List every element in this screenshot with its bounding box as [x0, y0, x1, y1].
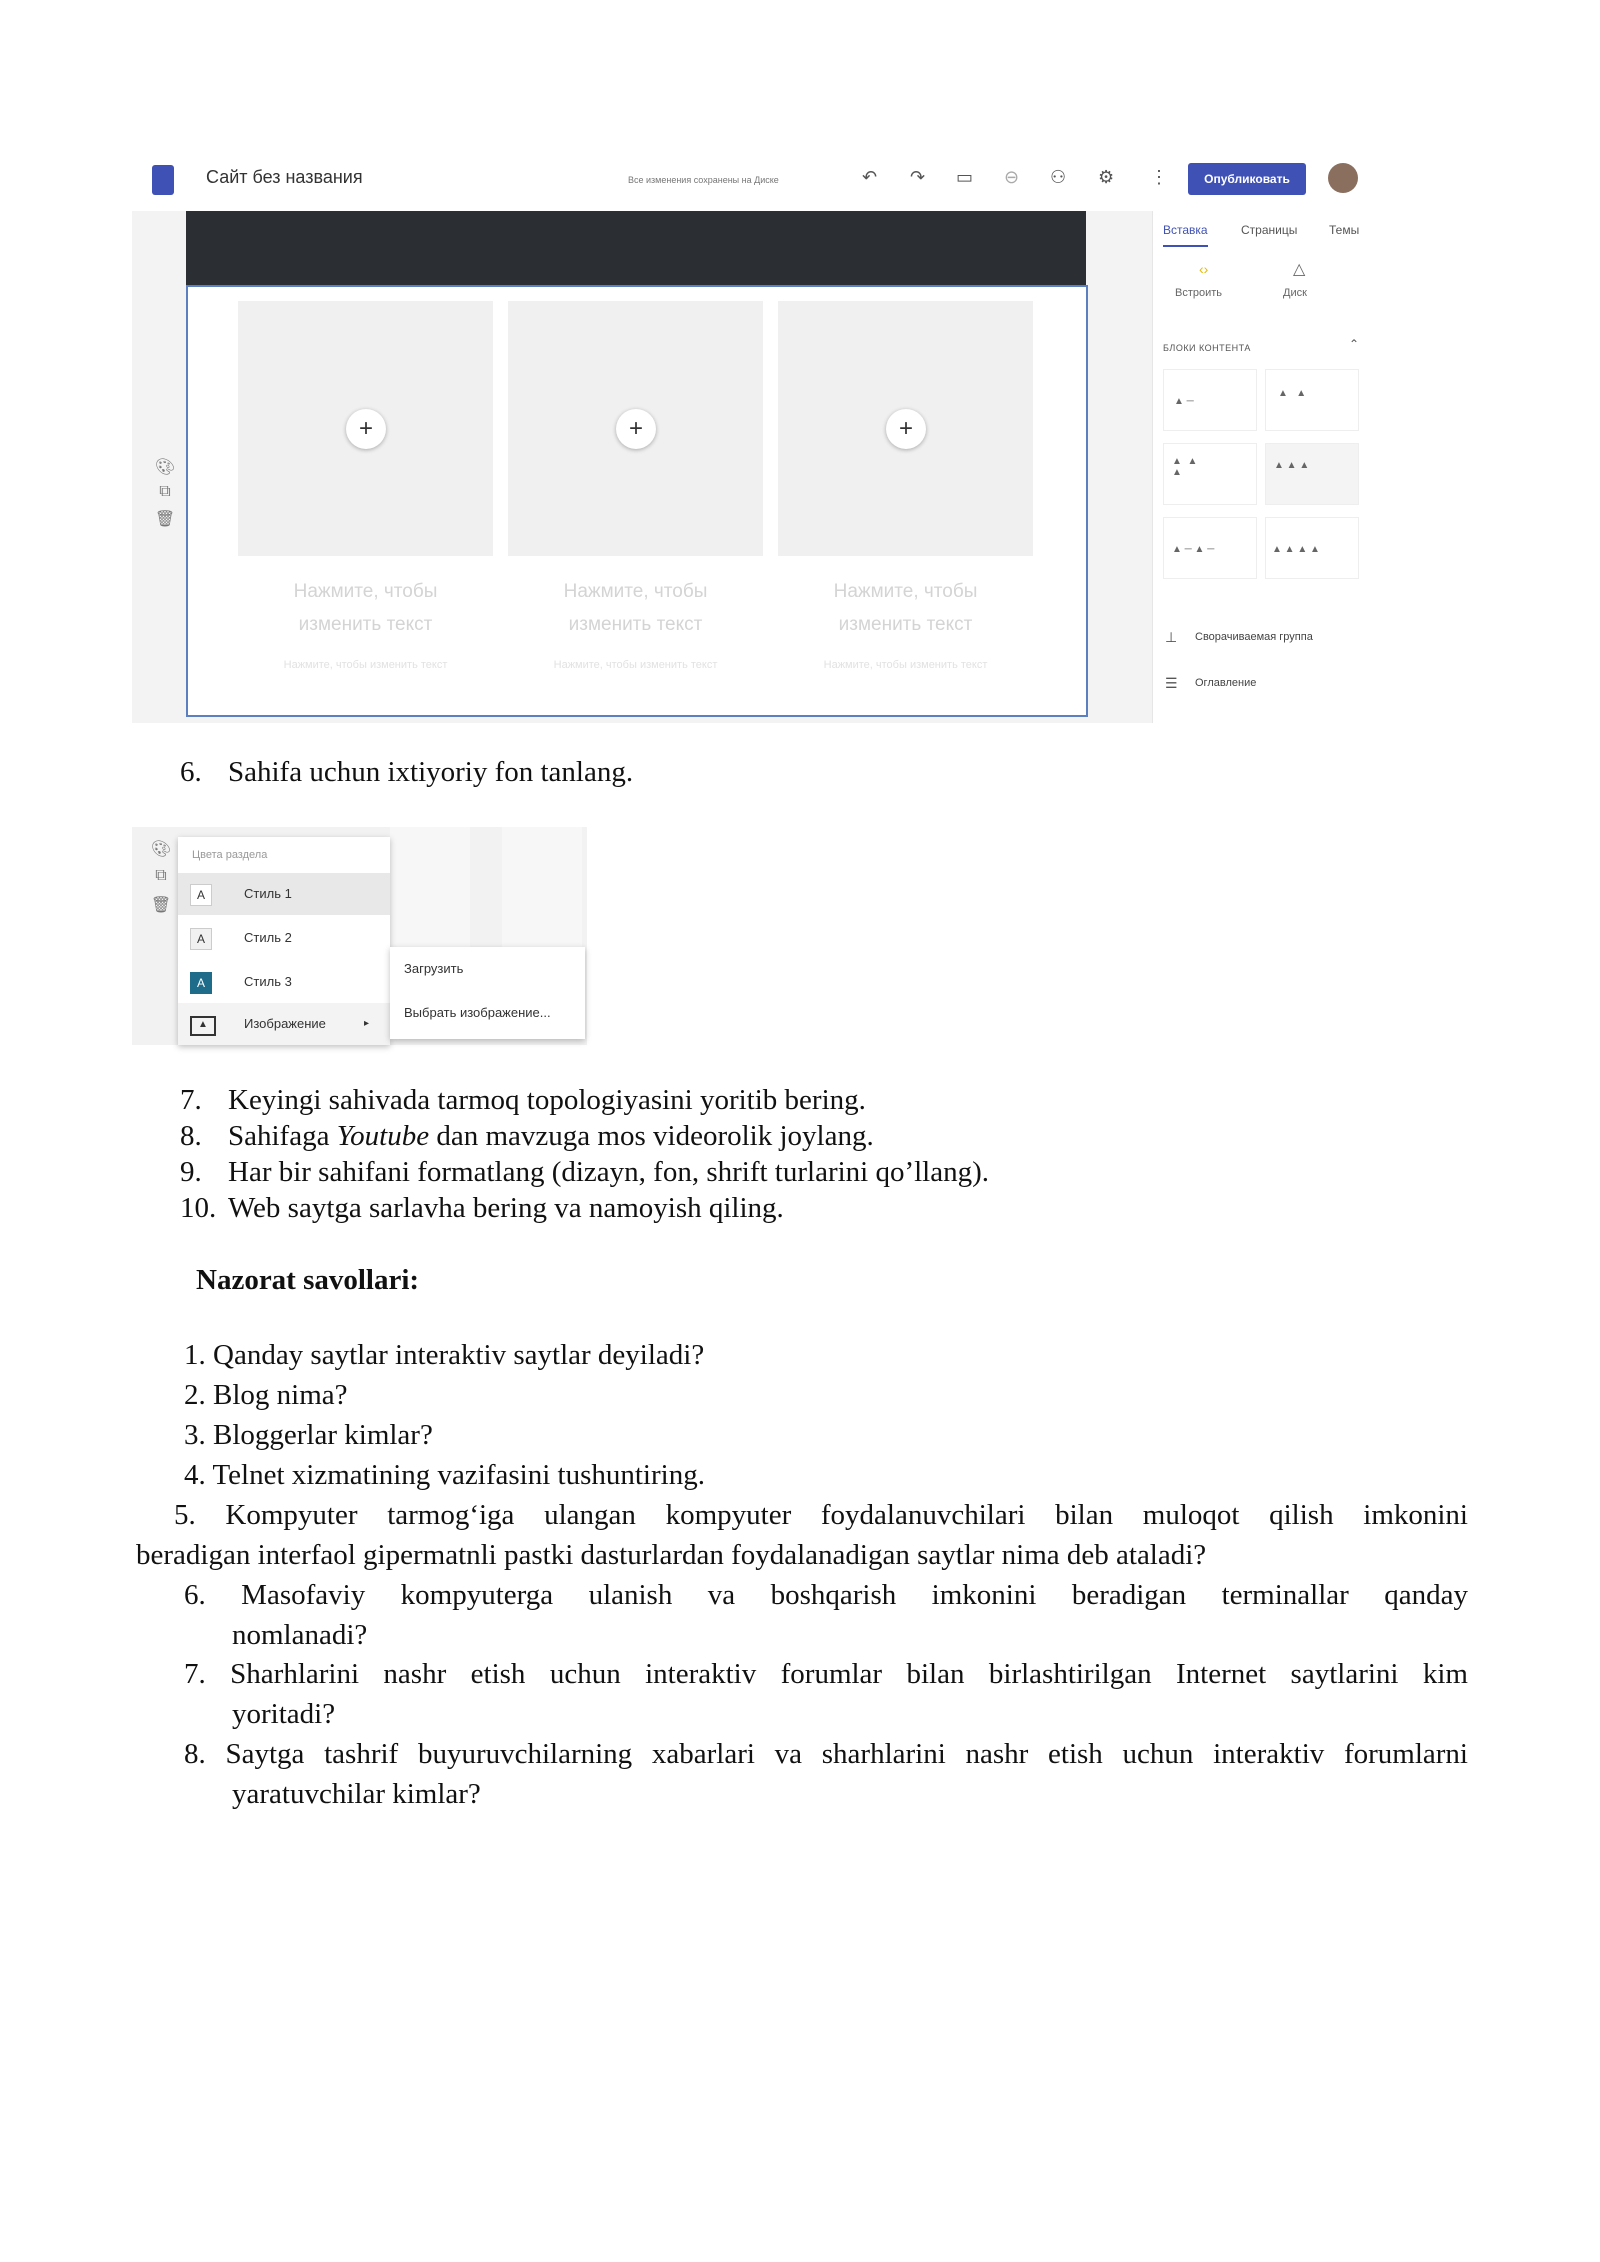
step-9: 9. Har bir sahifani formatlang (dizayn, fon, shrift turlarini qo’llang). — [180, 1156, 990, 1188]
toc-item[interactable]: Оглавление — [1195, 677, 1257, 689]
layout-block[interactable]: ▲ ─ — [1163, 369, 1257, 431]
question-4: 4. Telnet xizmatining vazifasini tushuntiring. — [184, 1459, 705, 1491]
step-10: 10. Web saytga sarlavha bering va namoyish qiling. — [180, 1192, 784, 1224]
embed-icon[interactable]: ‹› — [1199, 261, 1209, 277]
header-section[interactable] — [186, 211, 1086, 285]
more-icon[interactable]: ⋮ — [1150, 167, 1168, 187]
copy-icon[interactable]: ⧉ — [159, 483, 171, 500]
upload-item[interactable]: Загрузить — [404, 961, 464, 976]
questions-heading: Nazorat savollari: — [196, 1264, 420, 1296]
style-3-swatch: A — [190, 972, 212, 994]
question-8-line-1: 8. Saytga tashrif buyuruvchilarning xabarlari va sharhlarini nashr etish uchun interaktiv forumlarni — [184, 1738, 1468, 1770]
layout-block[interactable]: ▲ ▲ ▲ — [1163, 443, 1257, 505]
chevron-right-icon: ▸ — [364, 1018, 370, 1029]
style-2-swatch: A — [190, 928, 212, 950]
share-icon[interactable]: ⚇ — [1050, 167, 1067, 187]
sites-editor-screenshot — [132, 155, 1372, 723]
question-6-line-1: 6. Masofaviy kompyuterga ulanish va boshqarish imkonini beradigan terminallar qanday — [184, 1579, 1468, 1611]
editor-canvas — [132, 211, 1152, 723]
style-3-item[interactable]: A Стиль 3 — [178, 961, 390, 1003]
site-title[interactable]: Сайт без названия — [206, 167, 363, 187]
choose-image-item[interactable]: Выбрать изображение... — [404, 1005, 551, 1020]
question-7-line-2: yoritadi? — [232, 1698, 336, 1730]
sites-logo-icon — [152, 165, 174, 195]
menu-header: Цвета раздела — [192, 849, 268, 861]
tab-pages[interactable]: Страницы — [1241, 223, 1298, 237]
editor-topbar — [132, 155, 1372, 211]
card-title[interactable]: Нажмите, чтобы изменить текст — [293, 581, 438, 635]
gear-icon[interactable]: ⚙ — [1098, 167, 1115, 187]
embed-label[interactable]: Встроить — [1175, 287, 1223, 299]
content-blocks-heading: БЛОКИ КОНТЕНТА — [1163, 343, 1251, 353]
question-3: 3. Bloggerlar kimlar? — [184, 1419, 433, 1451]
question-7-line-1: 7. Sharhlarini nashr etish uchun interaktiv forumlar bilan birlashtirilgan Internet saytlarini kim — [184, 1658, 1468, 1690]
tab-themes[interactable]: Темы — [1329, 223, 1360, 237]
image-placeholder[interactable] — [778, 301, 1033, 556]
copy-icon[interactable]: ⧉ — [155, 867, 167, 884]
question-6-line-2: nomlanadi? — [232, 1619, 368, 1651]
redo-icon[interactable]: ↷ — [910, 167, 926, 187]
question-8-line-2: yaratuvchilar kimlar? — [232, 1778, 481, 1810]
palette-icon[interactable]: 🎨︎ — [150, 841, 172, 858]
style-1-item[interactable]: A Стиль 1 — [178, 873, 390, 915]
style-2-item[interactable]: A Стиль 2 — [178, 917, 390, 959]
youtube-word: Youtube — [336, 1120, 430, 1152]
question-1: 1. Qanday saytlar interaktiv saytlar deyiladi? — [184, 1339, 705, 1371]
publish-button[interactable]: Опубликовать — [1188, 163, 1306, 195]
question-5-line-2: beradigan interfaol gipermatnli pastki dasturlardan foydalanadigan saytlar nima deb ataladi? — [136, 1539, 1207, 1571]
undo-icon[interactable]: ↶ — [862, 167, 878, 187]
image-icon: ▲ — [190, 1016, 216, 1036]
insert-panel — [1152, 211, 1373, 723]
style-1-swatch: A — [190, 884, 212, 906]
avatar[interactable] — [1328, 163, 1358, 193]
trash-icon[interactable]: 🗑︎ — [150, 897, 172, 914]
section-colors-menu — [178, 837, 390, 1045]
trash-icon[interactable]: 🗑︎ — [154, 511, 176, 528]
drive-icon[interactable]: △ — [1293, 261, 1306, 278]
card-title[interactable]: Нажмите, чтобы изменить текст — [563, 581, 708, 635]
faded-card — [502, 827, 582, 947]
step-8: 8. Sahifaga Youtube dan mavzuga mos videorolik joylang. — [180, 1120, 874, 1152]
drive-label[interactable]: Диск — [1283, 287, 1307, 299]
question-5-line-1: 5. Kompyuter tarmog‘iga ulangan kompyuter foydalanuvchilari bilan muloqot qilish imkonini — [174, 1499, 1468, 1531]
link-icon[interactable]: ⊖ — [1004, 167, 1020, 187]
preview-icon[interactable]: ▭ — [956, 167, 974, 187]
card-subtitle[interactable]: Нажмите, чтобы изменить текст — [283, 659, 448, 671]
plus-icon[interactable]: + — [616, 409, 656, 449]
palette-icon[interactable]: 🎨︎ — [154, 459, 176, 476]
save-status: Все изменения сохранены на Диске — [628, 175, 779, 185]
collapsible-group-item[interactable]: Сворачиваемая группа — [1195, 631, 1313, 643]
card-subtitle[interactable]: Нажмите, чтобы изменить текст — [823, 659, 988, 671]
image-placeholder[interactable] — [238, 301, 493, 556]
card-title[interactable]: Нажмите, чтобы изменить текст — [833, 581, 978, 635]
collapsible-icon: ⊥ — [1165, 629, 1178, 645]
layout-block[interactable]: ▲ ▲ ▲ ▲ — [1265, 517, 1359, 579]
plus-icon[interactable]: + — [886, 409, 926, 449]
section-colors-screenshot — [132, 827, 587, 1045]
question-2: 2. Blog nima? — [184, 1379, 348, 1411]
card-subtitle[interactable]: Нажмите, чтобы изменить текст — [553, 659, 718, 671]
content-section[interactable] — [186, 285, 1088, 717]
layout-block[interactable]: ▲ ▲ ▲ — [1265, 443, 1359, 505]
layout-block[interactable]: ▲ ─ ▲ ─ — [1163, 517, 1257, 579]
image-item[interactable]: ▲ Изображение ▸ — [178, 1003, 390, 1045]
plus-icon[interactable]: + — [346, 409, 386, 449]
layout-block[interactable]: ▲ ▲ — [1265, 369, 1359, 431]
step-6: 6. Sahifa uchun ixtiyoriy fon tanlang. — [180, 756, 634, 788]
tab-insert[interactable]: Вставка — [1163, 223, 1208, 247]
list-icon: ☰ — [1165, 675, 1178, 691]
image-placeholder[interactable] — [508, 301, 763, 556]
step-7: 7. Keyingi sahivada tarmoq topologiyasini yoritib bering. — [180, 1084, 866, 1116]
image-submenu — [390, 947, 585, 1039]
faded-card — [390, 827, 470, 947]
chevron-up-icon[interactable]: ⌃ — [1349, 337, 1360, 351]
